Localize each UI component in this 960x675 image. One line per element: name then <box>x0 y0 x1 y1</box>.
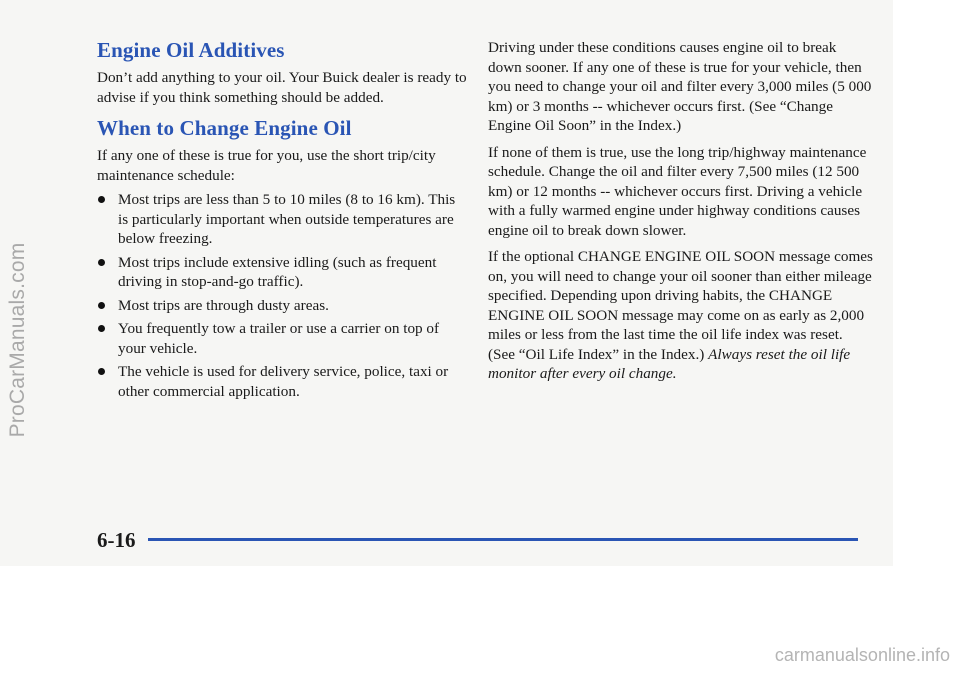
bottom-watermark: carmanualsonline.info <box>774 645 950 665</box>
oil-soon-text: If the optional CHANGE ENGINE OIL SOON message comes on, you will need to change your oil sooner than either mileage specified. Depending upon driving habits, the CHANGE ENGINE OIL SOON message may come on as early as 2,000 miles or less from the last time the oil life index was reset. (See “Oil Life Index” in the Index.) <box>488 248 873 363</box>
left-column <box>97 38 467 405</box>
long-trip-paragraph: If none of them is true, use the long trip/highway maintenance schedule. Change the oil and filter every 7,500 miles (12 500 km) or 12 months -- whichever occurs first. Driving a vehicle with a fully warmed engine under highway conditions causes engine oil to break down slower. <box>488 143 867 239</box>
list-item-text: You frequently tow a trailer or use a carrier on top of your vehicle. <box>118 320 440 357</box>
heading-engine-oil-additives: Engine Oil Additives <box>97 38 285 62</box>
right-column <box>488 38 873 391</box>
page-number: 6-16 <box>97 528 136 552</box>
bullet-icon <box>98 302 105 309</box>
list-item-text: Most trips are through dusty areas. <box>118 296 329 314</box>
bullet-icon <box>98 368 105 375</box>
bullet-icon <box>98 325 105 332</box>
change-intro-paragraph: If any one of these is true for you, use the short trip/city maintenance schedule: <box>97 147 436 184</box>
additives-paragraph: Don’t add anything to your oil. Your Buick dealer is ready to advise if you think something should be added. <box>97 69 467 106</box>
bullet-icon <box>98 259 105 266</box>
list-item <box>97 362 467 401</box>
heading-when-to-change: When to Change Engine Oil <box>97 116 352 140</box>
list-item <box>97 190 467 249</box>
list-item <box>97 319 467 358</box>
list-item <box>97 296 467 316</box>
list-item-text: Most trips include extensive idling (such as frequent driving in stop-and-go traffic). <box>118 253 437 290</box>
conditions-list <box>97 190 467 401</box>
list-item <box>97 253 467 292</box>
footer-rule <box>148 538 858 541</box>
conditions-effect-paragraph: Driving under these conditions causes engine oil to break down sooner. If any one of these is true for your vehicle, then you need to change your oil and filter every 3,000 miles (5 000 km) or 3 months -- whichever occurs first. (See “Change Engine Oil Soon” in the Index.) <box>488 39 872 134</box>
list-item-text: Most trips are less than 5 to 10 miles (8 to 16 km). This is particularly important when outside temperatures are below freezing. <box>118 191 456 247</box>
reset-reminder-text: Always reset the oil life monitor after every oil change. <box>488 345 851 382</box>
bullet-icon <box>98 196 105 203</box>
side-watermark <box>4 150 32 530</box>
oil-soon-message-paragraph <box>488 247 873 384</box>
side-watermark-text: ProCarManuals.com <box>6 242 29 438</box>
list-item-text: The vehicle is used for delivery service, police, taxi or other commercial application. <box>118 363 449 400</box>
